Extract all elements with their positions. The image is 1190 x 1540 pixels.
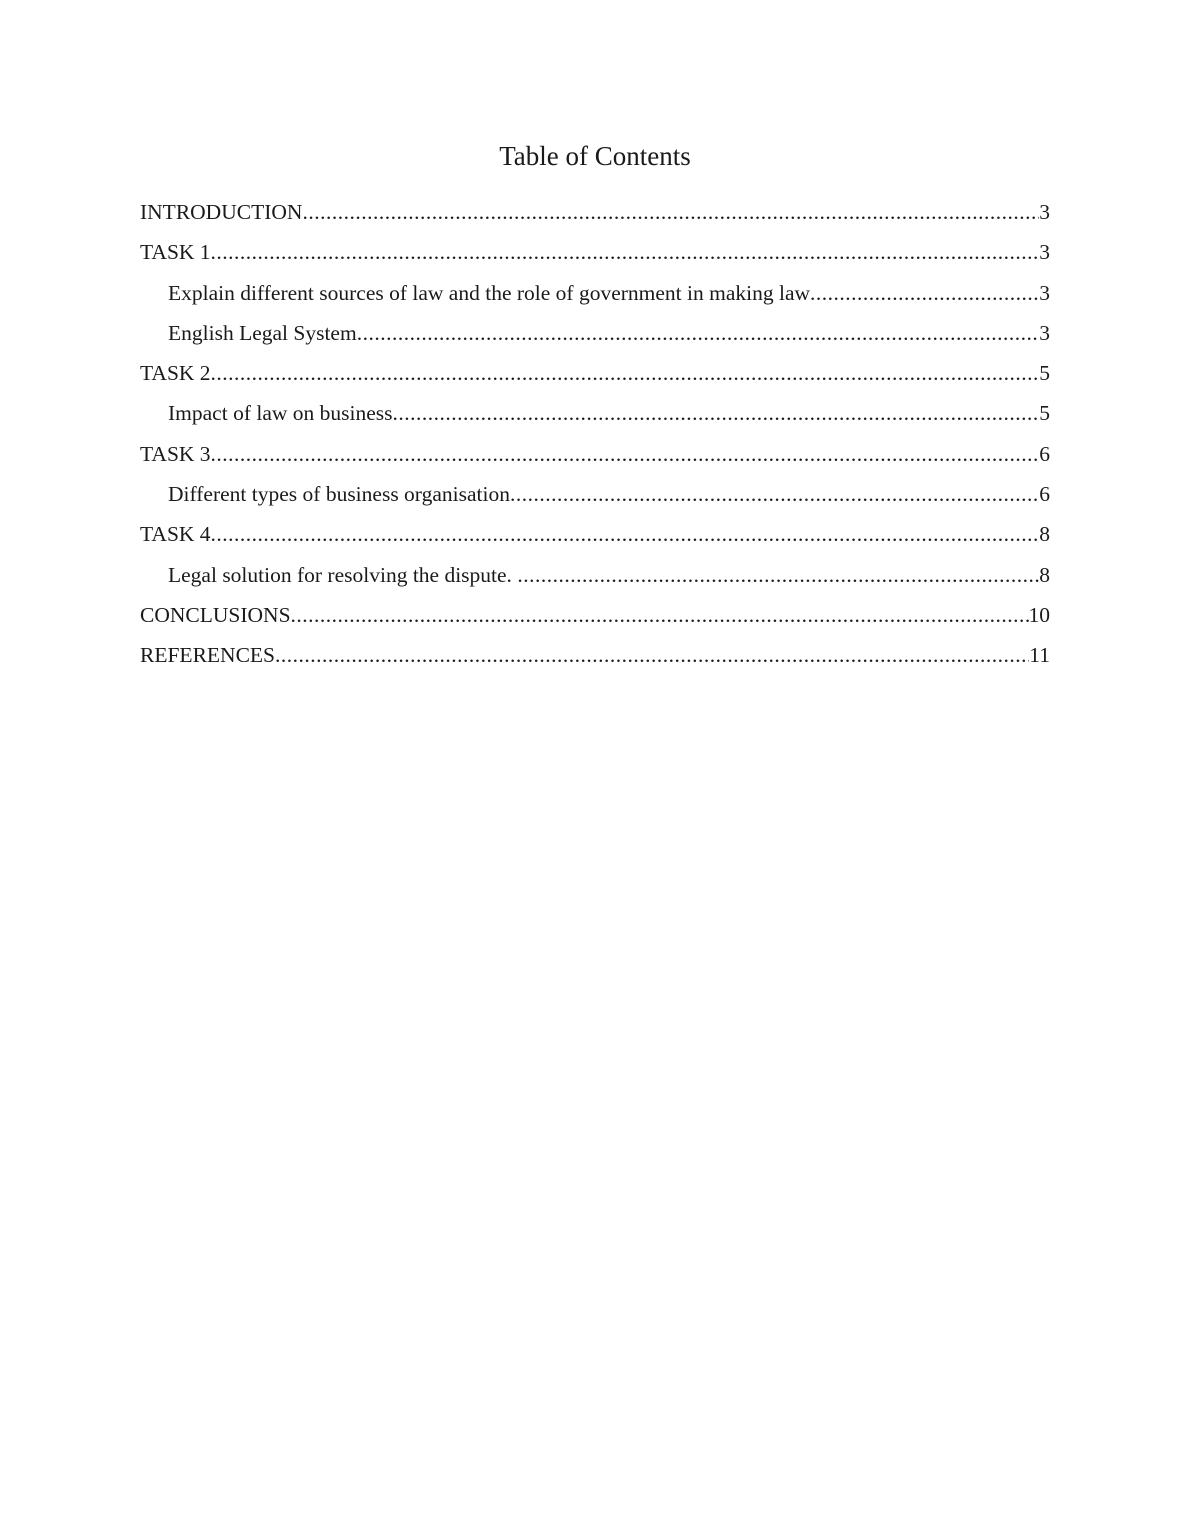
toc-dot-leader [517,559,1039,591]
toc-entry-label: CONCLUSIONS [140,602,291,627]
toc-page-number: 5 [1039,401,1050,426]
toc-entry-task-2[interactable] [140,357,1050,397]
toc-entry-label: TASK 2 [140,361,211,386]
toc-entry-impact-of-law[interactable] [140,397,1050,437]
toc-page-number: 11 [1029,643,1050,668]
toc-page-number: 3 [1039,240,1050,265]
toc-page-number: 8 [1039,522,1050,547]
toc-entry-task-1[interactable] [140,236,1050,276]
toc-dot-leader [510,478,1039,510]
toc-page-number: 6 [1039,482,1050,507]
toc-entry-business-organisation[interactable] [140,478,1050,518]
toc-dot-leader [291,599,1029,631]
toc-dot-leader [211,357,1040,389]
toc-page-number: 3 [1039,320,1050,345]
toc-page-number: 5 [1039,361,1050,386]
toc-dot-leader [357,317,1040,349]
toc-entry-task-4[interactable] [140,518,1050,558]
toc-entry-introduction[interactable] [140,196,1050,236]
toc-entry-english-legal-system[interactable] [140,317,1050,357]
toc-dot-leader [810,277,1039,309]
toc-entry-label: Impact of law on business [168,401,393,426]
toc-entry-label: Explain different sources of law and the role of government in making law [168,280,811,305]
toc-title: Table of Contents [499,141,691,171]
toc-dot-leader [211,438,1040,470]
toc-entry-label: Different types of business organisation [168,482,510,507]
toc-list [140,196,1050,680]
toc-dot-leader [211,236,1040,268]
toc-page-number: 8 [1039,562,1050,587]
toc-entry-label: Legal solution for resolving the dispute. [168,562,518,587]
toc-dot-leader [393,397,1040,429]
toc-dot-leader [275,639,1029,671]
toc-entry-label: TASK 3 [140,441,211,466]
toc-page-number: 3 [1039,200,1050,224]
toc-page-number: 3 [1039,280,1050,305]
toc-page-number: 10 [1028,602,1050,627]
toc-entry-conclusions[interactable] [140,599,1050,639]
toc-entry-task-3[interactable] [140,438,1050,478]
toc-entry-sources-of-law[interactable] [140,277,1050,317]
toc-entry-label: TASK 4 [140,522,211,547]
toc-entry-label: REFERENCES [140,643,275,668]
toc-entry-label: TASK 1 [140,240,211,265]
toc-entry-label: English Legal System [168,320,357,345]
toc-page-number: 6 [1039,441,1050,466]
toc-entry-label: INTRODUCTION [140,200,303,224]
toc-entry-references[interactable] [140,639,1050,679]
toc-dot-leader [302,196,1039,228]
toc-entry-legal-solution[interactable] [140,559,1050,599]
toc-dot-leader [211,518,1040,550]
